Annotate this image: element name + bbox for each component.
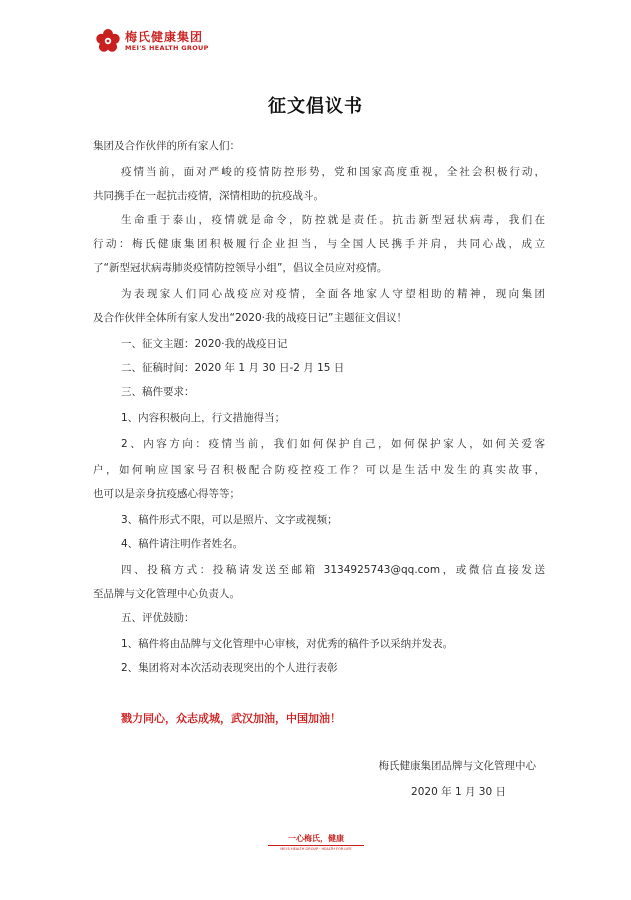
paragraph-line: 共同携手在一起抗击疫情，深情相助的抗疫战斗。 — [93, 190, 324, 202]
list-item: 2、集团将对本次活动表现突出的个人进行表彰 — [121, 662, 338, 674]
footer-slogan: 一心梅氏，健康 — [268, 833, 364, 846]
signature-organization: 梅氏健康集团品牌与文化管理中心 — [378, 760, 536, 772]
slogan: 戮力同心，众志成城，武汉加油，中国加油！ — [121, 712, 341, 725]
paragraph-line: 生命重于泰山，疫情就是命令，防控就是责任。抗击新型冠状病毒，我们在 — [121, 214, 545, 226]
salutation: 集团及合作伙伴的所有家人们： — [93, 140, 240, 152]
paragraph-line: 及合作伙伴全体所有家人发出“2020·我的战疫日记”主题征文倡议！ — [93, 312, 407, 324]
section-heading: 一、征文主题：2020·我的战疫日记 — [121, 338, 288, 350]
section-heading: 三、稿件要求： — [121, 386, 195, 398]
paragraph-line: 了“新型冠状病毒肺炎疫情防控领导小组”，倡议全员应对疫情。 — [93, 262, 388, 274]
paragraph-line: 户，如何响应国家号召积极配合防疫控疫工作？可以是生活中发生的真实故事， — [93, 464, 545, 476]
plum-blossom-icon — [95, 28, 121, 54]
section-heading: 四、投稿方式：投稿请发送至邮箱 3134925743@qq.com，或微信直接发送 — [121, 564, 545, 576]
footer-logo — [268, 833, 364, 851]
list-item: 4、稿件请注明作者姓名。 — [121, 538, 244, 550]
paragraph-line: 也可以是亲身抗疫感心得等等； — [93, 488, 240, 500]
paragraph-line: 疫情当前，面对严峻的疫情防控形势，党和国家高度重视，全社会积极行动， — [121, 166, 545, 178]
paragraph-line: 行动：梅氏健康集团积极履行企业担当，与全国人民携手并肩，共同心战，成立 — [93, 238, 545, 250]
brand-logo — [95, 28, 209, 54]
list-item: 2、内容方向：疫情当前，我们如何保护自己，如何保护家人，如何关爱客 — [121, 438, 545, 450]
section-heading: 五、评优鼓励： — [121, 612, 195, 624]
paragraph-line: 至品牌与文化管理中心负责人。 — [93, 588, 240, 600]
signature-date: 2020 年 1 月 30 日 — [411, 786, 506, 798]
section-heading: 二、征稿时间：2020 年 1 月 30 日-2 月 15 日 — [121, 362, 345, 374]
list-item: 1、稿件将由品牌与文化管理中心审核，对优秀的稿件予以采纳并发表。 — [121, 638, 454, 650]
list-item: 3、稿件形式不限，可以是照片、文字或视频； — [121, 514, 338, 526]
brand-name: 梅氏健康集团 — [125, 29, 204, 44]
footer-subtitle: MEI'S HEALTH GROUP · HEALTH FOR LIFE — [280, 847, 352, 851]
paragraph-line: 为表现家人们同心战疫应对疫情，全面各地家人守望相助的精神，现向集团 — [121, 288, 545, 300]
list-item: 1、内容积极向上，行文措施得当； — [121, 412, 286, 424]
page-title: 征文倡议书 — [268, 96, 363, 117]
brand-name-en: MEI'S HEALTH GROUP — [125, 43, 209, 52]
